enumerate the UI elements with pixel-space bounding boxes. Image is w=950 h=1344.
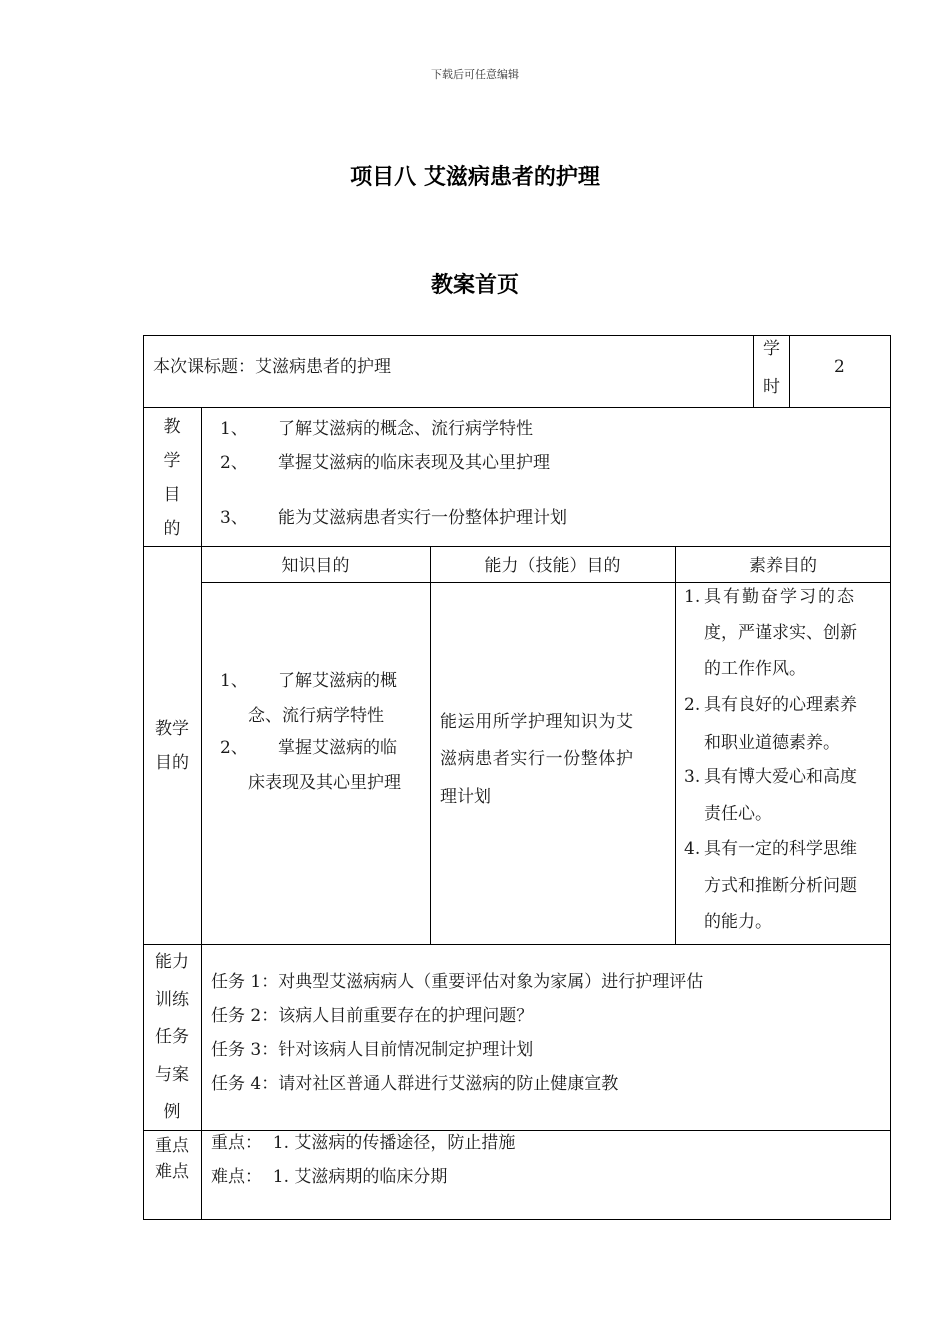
goal-text-3: 能为艾滋病患者实行一份整体护理计划 (278, 508, 567, 528)
hours-value: 2 (834, 357, 845, 377)
goals-label: 教 学 目 的 (163, 417, 181, 539)
task-3: 任务 3：针对该病人目前情况制定护理计划 (211, 1040, 534, 1060)
col-divider (753, 335, 754, 407)
literacy-line-3b: 责任心。 (704, 804, 772, 824)
goal-num-3: 3、 (220, 508, 248, 528)
ability-line-1: 能运用所学护理知识为艾 (440, 712, 634, 732)
hours-label-1: 学 (763, 339, 780, 359)
row-divider (143, 546, 891, 547)
ability-line-2: 滋病患者实行一份整体护 (440, 749, 634, 769)
col-divider (789, 335, 790, 407)
header-ability: 能力（技能）目的 (484, 556, 621, 576)
task-1: 任务 1：对典型艾滋病病人（重要评估对象为家属）进行护理评估 (211, 972, 704, 992)
knowledge-num-1: 1、 (220, 671, 248, 691)
literacy-line-1c: 的工作作风。 (704, 659, 806, 679)
goal-num-1: 1、 (220, 419, 248, 439)
key-point: 重点： 1. 艾滋病的传播途径，防止措施 (211, 1133, 516, 1153)
goal-num-2: 2、 (220, 453, 248, 473)
sub-title: 教案首页 (430, 272, 519, 298)
knowledge-line-1a: 了解艾滋病的概 (278, 671, 397, 691)
header-note: 下载后可任意编辑 (431, 68, 519, 81)
col-divider (430, 546, 431, 944)
task-4: 任务 4：请对社区普通人群进行艾滋病的防止健康宣教 (211, 1074, 619, 1094)
knowledge-line-2b: 床表现及其心里护理 (248, 773, 401, 793)
tasks-label: 能力 训练 任务 与案 例 (155, 952, 189, 1122)
row-divider (143, 1130, 891, 1131)
knowledge-line-1b: 念、流行病学特性 (248, 706, 384, 726)
goal-text-2: 掌握艾滋病的临床表现及其心里护理 (278, 453, 550, 473)
header-literacy: 素养目的 (749, 556, 817, 576)
hours-label-2: 时 (763, 377, 780, 397)
row-divider (201, 582, 891, 583)
topic-label: 本次课标题：艾滋病患者的护理 (153, 357, 391, 377)
row-divider (143, 944, 891, 945)
literacy-line-2a: 具有良好的心理素养 (704, 695, 857, 715)
goal-text-1: 了解艾滋病的概念、流行病学特性 (278, 419, 533, 439)
main-title: 项目八 艾滋病患者的护理 (350, 164, 600, 190)
literacy-line-2b: 和职业道德素养。 (704, 733, 840, 753)
knowledge-num-2: 2、 (220, 738, 248, 758)
literacy-num-3: 3. (684, 767, 701, 787)
literacy-num-1: 1. (684, 587, 701, 607)
literacy-num-2: 2. (684, 695, 701, 715)
difficulty-point: 难点： 1. 艾滋病期的临床分期 (211, 1167, 448, 1187)
objectives-label: 教学 目的 (155, 719, 189, 773)
col-divider (675, 546, 676, 944)
task-2: 任务 2：该病人目前重要存在的护理问题？ (211, 1006, 534, 1026)
header-knowledge: 知识目的 (281, 556, 350, 576)
literacy-line-4c: 的能力。 (704, 912, 772, 932)
literacy-line-3a: 具有博大爱心和高度 (704, 767, 857, 787)
literacy-line-1a: 具有勤奋学习的态 (704, 587, 856, 607)
knowledge-line-2a: 掌握艾滋病的临 (278, 738, 397, 758)
ability-line-3: 理计划 (440, 787, 491, 807)
literacy-line-4a: 具有一定的科学思维 (704, 839, 857, 859)
literacy-line-1b: 度，严谨求实、创新 (704, 623, 857, 643)
row-divider (143, 407, 891, 408)
literacy-line-4b: 方式和推断分析问题 (704, 876, 857, 896)
literacy-num-4: 4. (684, 839, 701, 859)
col-divider (201, 407, 202, 1220)
key-points-label: 重点 难点 (155, 1136, 189, 1182)
